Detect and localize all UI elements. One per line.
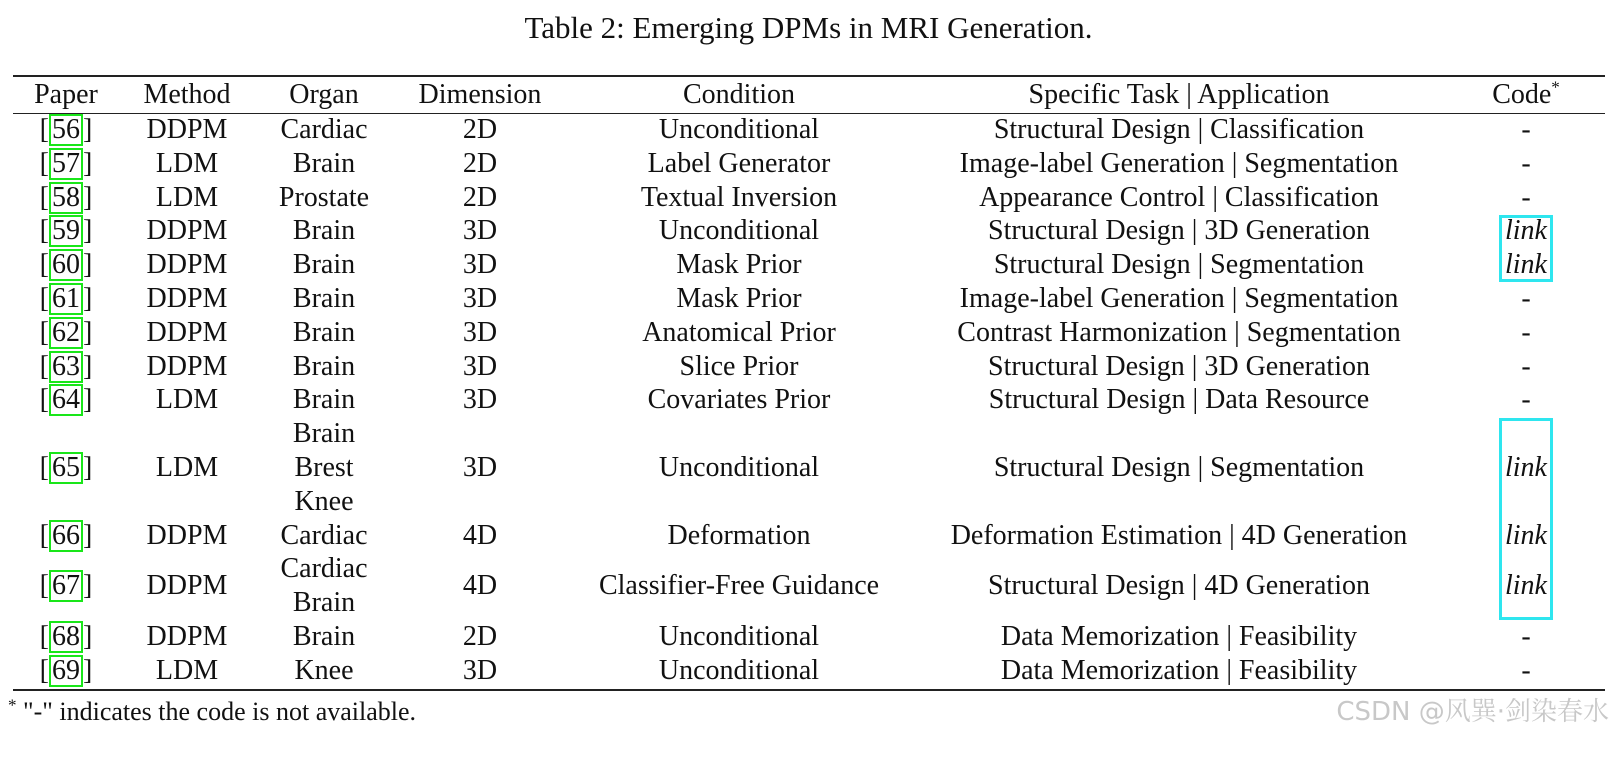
- cell-dimension: 4D: [462, 519, 498, 551]
- cell-condition: Label Generator: [647, 147, 831, 179]
- cell-organ: [255, 620, 393, 654]
- table-row: [13, 248, 1605, 282]
- cell-condition: Unconditional: [658, 114, 820, 145]
- organ-item: Brain: [292, 249, 356, 281]
- code-dash: -: [1521, 384, 1531, 416]
- cell-condition: Textual Inversion: [640, 181, 838, 213]
- table-row: [13, 620, 1605, 654]
- code-dash: -: [1521, 620, 1531, 652]
- cell-task: Structural Design | Segmentation: [993, 451, 1365, 483]
- organ-item: Cardiac: [280, 553, 368, 585]
- cell-task: Structural Design | Segmentation: [993, 249, 1365, 281]
- cell-paper: [ 69 ]: [39, 654, 93, 686]
- cell-dimension: 3D: [462, 215, 498, 247]
- cell-condition: Mask Prior: [676, 249, 802, 281]
- code-unavailable: [1447, 350, 1605, 384]
- cell-organ: [255, 248, 393, 282]
- code-dash: -: [1521, 282, 1531, 314]
- organ-item: Brain: [292, 282, 356, 314]
- citation-link[interactable]: 69: [49, 655, 83, 687]
- organ-item: Cardiac: [280, 114, 368, 145]
- code-link-highlight: [1499, 215, 1553, 282]
- cell-paper: [ 59 ]: [39, 215, 93, 247]
- cell-condition: Mask Prior: [676, 282, 802, 314]
- cell-organ: [255, 113, 393, 147]
- header-organ: Organ: [289, 79, 359, 110]
- citation-link[interactable]: 57: [49, 148, 83, 180]
- organ-item: Knee: [294, 485, 354, 517]
- header-task: Specific Task | Application: [1028, 79, 1330, 110]
- cell-organ: [255, 417, 393, 518]
- cell-method: DDPM: [146, 350, 228, 382]
- table-row: [13, 552, 1605, 620]
- cell-paper: [ 67 ]: [39, 570, 93, 602]
- citation-link[interactable]: 64: [49, 384, 83, 416]
- table-row: [13, 383, 1605, 417]
- cell-task: Data Memorization | Feasibility: [1000, 620, 1358, 652]
- organ-item: Brain: [292, 215, 356, 247]
- cell-organ: [255, 654, 393, 688]
- code-dash: -: [1521, 147, 1531, 179]
- citation-link[interactable]: 60: [49, 249, 83, 281]
- cell-organ: [255, 316, 393, 350]
- header-paper: Paper: [34, 79, 98, 110]
- cell-dimension: 4D: [462, 570, 498, 602]
- cell-paper: [ 68 ]: [39, 620, 93, 652]
- cell-method: DDPM: [146, 114, 228, 145]
- cell-paper: [ 56 ]: [39, 114, 93, 145]
- cell-dimension: 3D: [462, 316, 498, 348]
- cell-task: Data Memorization | Feasibility: [1000, 654, 1358, 686]
- cell-paper: [ 64 ]: [39, 384, 93, 416]
- cell-organ: [255, 181, 393, 215]
- table-row: [13, 417, 1605, 518]
- citation-link[interactable]: 68: [49, 621, 83, 653]
- cell-task: Image-label Generation | Segmentation: [959, 147, 1399, 179]
- cell-paper: [ 63 ]: [39, 350, 93, 382]
- citation-link[interactable]: 63: [49, 351, 83, 383]
- table-row: [13, 282, 1605, 316]
- code-unavailable: [1447, 147, 1605, 181]
- organ-item: Brain: [292, 316, 356, 348]
- footnote-marker: *: [8, 695, 17, 715]
- cell-condition: Unconditional: [658, 215, 820, 247]
- cell-dimension: 2D: [462, 181, 498, 213]
- cell-method: DDPM: [146, 316, 228, 348]
- code-unavailable: [1447, 316, 1605, 350]
- cell-dimension: 3D: [462, 654, 498, 686]
- cell-dimension: 3D: [462, 249, 498, 281]
- citation-link[interactable]: 61: [49, 283, 83, 315]
- cell-organ: [255, 350, 393, 384]
- citation-link[interactable]: 62: [49, 317, 83, 349]
- header-method: Method: [143, 79, 231, 110]
- mri-dpm-table: [13, 77, 1605, 688]
- cell-task: Appearance Control | Classification: [979, 181, 1379, 213]
- organ-item: Brain: [292, 587, 356, 619]
- cell-condition: Anatomical Prior: [642, 316, 836, 348]
- code-link-highlight: [1499, 418, 1553, 620]
- cell-method: DDPM: [146, 249, 228, 281]
- code-link-text[interactable]: link: [1505, 249, 1547, 281]
- citation-link[interactable]: 67: [49, 570, 83, 602]
- cell-task: Deformation Estimation | 4D Generation: [950, 519, 1408, 551]
- code-unavailable: [1447, 654, 1605, 688]
- header-code-label: Code: [1492, 79, 1552, 110]
- cell-organ: [255, 519, 393, 553]
- organ-item: Brain: [292, 350, 356, 382]
- cell-paper: [ 60 ]: [39, 249, 93, 281]
- cell-task: Image-label Generation | Segmentation: [959, 282, 1399, 314]
- code-unavailable: [1447, 181, 1605, 215]
- citation-link[interactable]: 56: [49, 114, 83, 146]
- cell-dimension: 2D: [462, 114, 498, 145]
- cell-method: LDM: [155, 384, 219, 416]
- table-bottom-rule: [13, 689, 1605, 691]
- cell-paper: [ 66 ]: [39, 519, 93, 551]
- code-dash: -: [1521, 181, 1531, 213]
- cell-condition: Unconditional: [658, 451, 820, 483]
- cell-condition: Slice Prior: [679, 350, 799, 382]
- cell-method: DDPM: [146, 620, 228, 652]
- watermark: CSDN @风巽·剑染春水: [1336, 697, 1609, 727]
- table-row: [13, 147, 1605, 181]
- cell-dimension: 2D: [462, 147, 498, 179]
- header-code-footnote-marker: *: [1551, 77, 1560, 97]
- header-dimension: Dimension: [418, 79, 542, 110]
- cell-paper: [ 58 ]: [39, 181, 93, 213]
- cell-dimension: 3D: [462, 451, 498, 483]
- code-unavailable: [1447, 282, 1605, 316]
- organ-item: Brain: [292, 147, 356, 179]
- table-header-row: [13, 77, 1605, 113]
- cell-task: Contrast Harmonization | Segmentation: [957, 316, 1401, 348]
- code-unavailable: [1447, 383, 1605, 417]
- organ-item: Brain: [292, 620, 356, 652]
- cell-method: LDM: [155, 181, 219, 213]
- citation-link[interactable]: 65: [49, 452, 83, 484]
- table-body: [13, 113, 1605, 688]
- cell-paper: [ 62 ]: [39, 316, 93, 348]
- code-dash: -: [1521, 350, 1531, 382]
- citation-link[interactable]: 59: [49, 215, 83, 247]
- cell-paper: [ 65 ]: [39, 451, 93, 483]
- citation-link[interactable]: 58: [49, 182, 83, 214]
- organ-item: Brain: [292, 418, 356, 450]
- code-link-text[interactable]: link: [1505, 570, 1547, 602]
- cell-dimension: 3D: [462, 282, 498, 314]
- code-unavailable: [1447, 113, 1605, 147]
- cell-task: Structural Design | 3D Generation: [988, 350, 1370, 382]
- table-row: [13, 181, 1605, 215]
- cell-method: DDPM: [146, 282, 228, 314]
- code-dash: -: [1521, 114, 1531, 145]
- code-link-text[interactable]: link: [1505, 215, 1547, 247]
- cell-task: Structural Design | 4D Generation: [988, 570, 1370, 602]
- cell-organ: [255, 214, 393, 248]
- table-row: [13, 316, 1605, 350]
- header-code: [1447, 77, 1605, 113]
- cell-paper: [ 57 ]: [39, 147, 93, 179]
- cell-organ: [255, 552, 393, 620]
- cell-condition: Unconditional: [658, 620, 820, 652]
- organ-item: Brest: [294, 451, 354, 483]
- cell-method: DDPM: [146, 519, 228, 551]
- cell-paper: [ 61 ]: [39, 282, 93, 314]
- organ-item: Cardiac: [280, 519, 368, 551]
- code-link-text[interactable]: link: [1505, 451, 1547, 483]
- cell-organ: [255, 383, 393, 417]
- cell-method: LDM: [155, 451, 219, 483]
- cell-condition: Deformation: [667, 519, 811, 551]
- code-dash: -: [1521, 316, 1531, 348]
- cell-condition: Unconditional: [658, 654, 820, 686]
- cell-method: DDPM: [146, 570, 228, 602]
- table-row: [13, 214, 1605, 248]
- table-caption: Table 2: Emerging DPMs in MRI Generation.: [524, 10, 1093, 45]
- cell-dimension: 3D: [462, 384, 498, 416]
- footnote-text: "-" indicates the code is not available.: [23, 697, 417, 726]
- cell-dimension: 3D: [462, 350, 498, 382]
- cell-method: LDM: [155, 654, 219, 686]
- code-link-text[interactable]: link: [1505, 519, 1547, 551]
- cell-task: Structural Design | 3D Generation: [988, 215, 1370, 247]
- header-condition: Condition: [682, 79, 795, 110]
- cell-method: DDPM: [146, 215, 228, 247]
- table-row: [13, 654, 1605, 688]
- organ-item: Brain: [292, 384, 356, 416]
- cell-task: Structural Design | Classification: [993, 114, 1365, 145]
- table-row: [13, 113, 1605, 147]
- cell-dimension: 2D: [462, 620, 498, 652]
- cell-task: Structural Design | Data Resource: [988, 384, 1370, 416]
- cell-condition: Covariates Prior: [647, 384, 831, 416]
- table-row: [13, 519, 1605, 553]
- organ-item: Knee: [294, 654, 354, 686]
- cell-method: LDM: [155, 147, 219, 179]
- code-unavailable: [1447, 620, 1605, 654]
- cell-condition: Classifier-Free Guidance: [598, 570, 880, 602]
- code-dash: -: [1521, 654, 1531, 686]
- cell-organ: [255, 282, 393, 316]
- table-row: [13, 350, 1605, 384]
- organ-item: Prostate: [278, 181, 370, 213]
- table-footnote: [8, 694, 416, 730]
- cell-organ: [255, 147, 393, 181]
- citation-link[interactable]: 66: [49, 520, 83, 552]
